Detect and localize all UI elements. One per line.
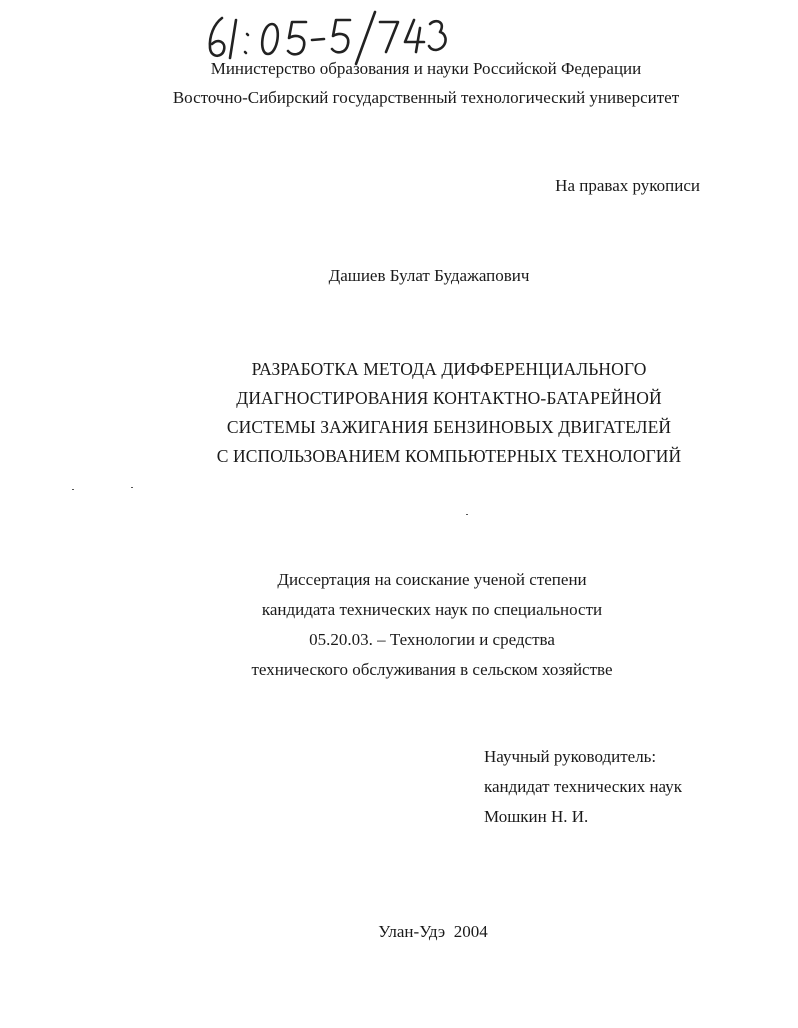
- scan-speck: [466, 514, 468, 515]
- author-name: Дашиев Булат Будажапович: [328, 266, 530, 285]
- title-line: РАЗРАБОТКА МЕТОДА ДИФФЕРЕНЦИАЛЬНОГО: [251, 359, 647, 379]
- description-line: Диссертация на соискание ученой степени: [277, 570, 587, 589]
- scientific-advisor: [484, 742, 682, 832]
- scan-speck: [131, 487, 133, 488]
- description-line: 05.20.03. – Технологии и средства: [309, 630, 555, 649]
- title-line: ДИАГНОСТИРОВАНИЯ КОНТАКТНО-БАТАРЕЙНОЙ: [236, 388, 662, 408]
- description-line: технического обслуживания в сельском хозяйстве: [251, 660, 613, 679]
- university-line: Восточно-Сибирский государственный технологический университет: [172, 88, 680, 107]
- advisor-label: Научный руководитель:: [484, 747, 657, 766]
- dissertation-title: [50, 355, 798, 471]
- title-line: С ИСПОЛЬЗОВАНИЕМ КОМПЬЮТЕРНЫХ ТЕХНОЛОГИЙ: [216, 446, 682, 466]
- manuscript-note: На правах рукописи: [555, 176, 700, 195]
- dissertation-description: [33, 565, 798, 685]
- title-line: СИСТЕМЫ ЗАЖИГАНИЯ БЕНЗИНОВЫХ ДВИГАТЕЛЕЙ: [226, 417, 672, 437]
- advisor-degree: кандидат технических наук: [484, 777, 682, 796]
- city-year: Улан-Удэ 2004: [378, 922, 488, 941]
- ministry-line: Министерство образования и науки Российской Федерации: [210, 59, 642, 78]
- scan-speck: [72, 489, 74, 490]
- description-line: кандидата технических наук по специальности: [261, 600, 603, 619]
- advisor-name: Мошкин Н. И.: [484, 807, 589, 826]
